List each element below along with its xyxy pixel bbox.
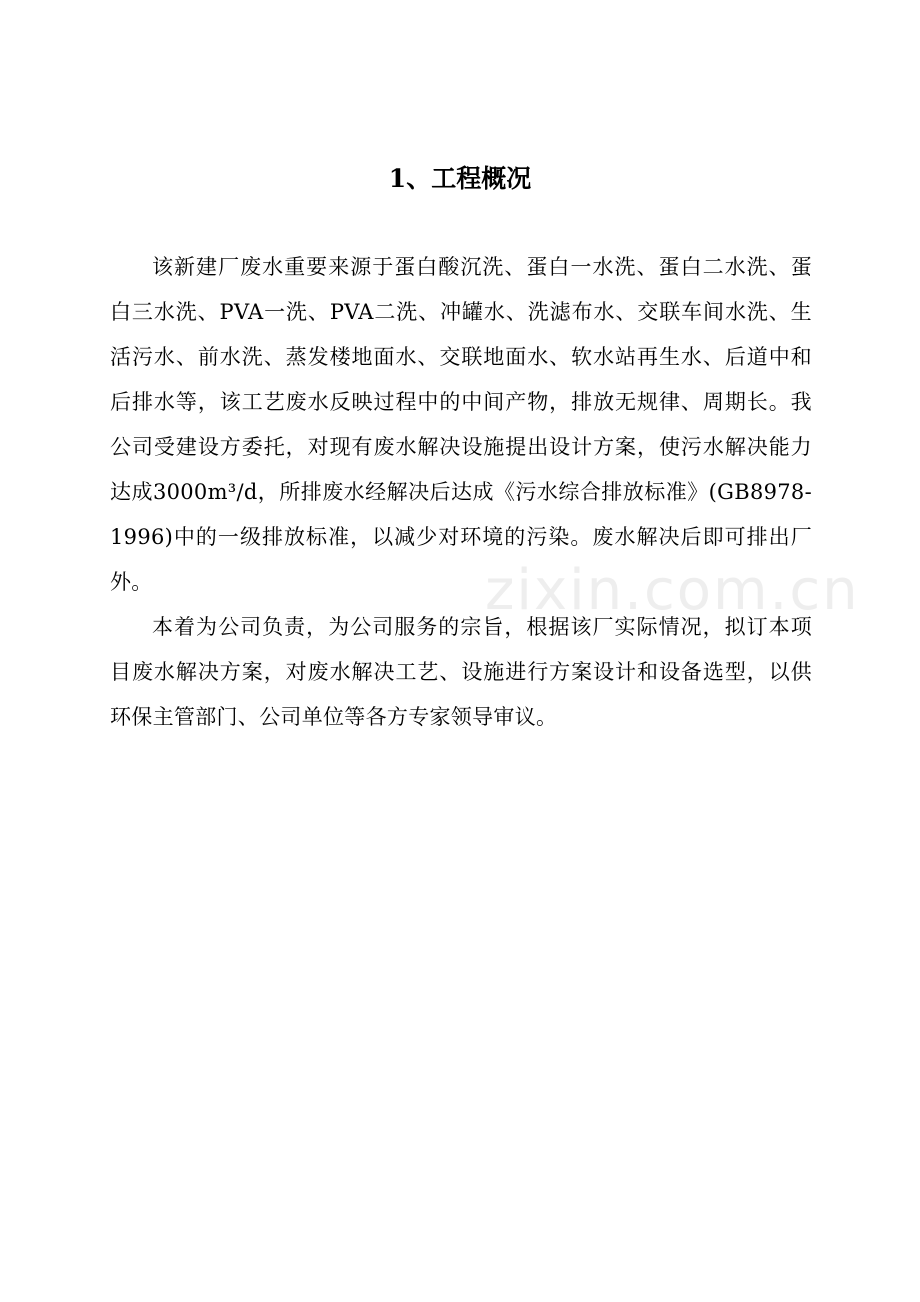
- watermark-logo: zixin.com.cn: [485, 558, 860, 623]
- paragraph-overview: 该新建厂废水重要来源于蛋白酸沉洗、蛋白一水洗、蛋白二水洗、蛋白三水洗、PVA一洗、PVA二洗、冲罐水、洗滤布水、交联车间水洗、生活污水、前水洗、蒸发楼地面水、交联地面水、软水站再生水、后道中和后排水等，该工艺废水反映过程中的中间产物，排放无规律、周期长。我公司受建设方委托，对现有废水解决设施提出设计方案，使污水解决能力达成3000m³/d，所排废水经解决后达成《污水综合排放标准》(GB8978-1996)中的一级排放标准，以减少对环境的污染。废水解决后即可排出厂外。: [110, 255, 812, 594]
- document-body: [110, 245, 812, 740]
- section-title: 1、工程概况: [388, 163, 532, 193]
- paragraph-purpose: 本着为公司负责，为公司服务的宗旨，根据该厂实际情况，拟订本项目废水解决方案，对废水解决工艺、设施进行方案设计和设备选型，以供环保主管部门、公司单位等各方专家领导审议。: [110, 615, 812, 729]
